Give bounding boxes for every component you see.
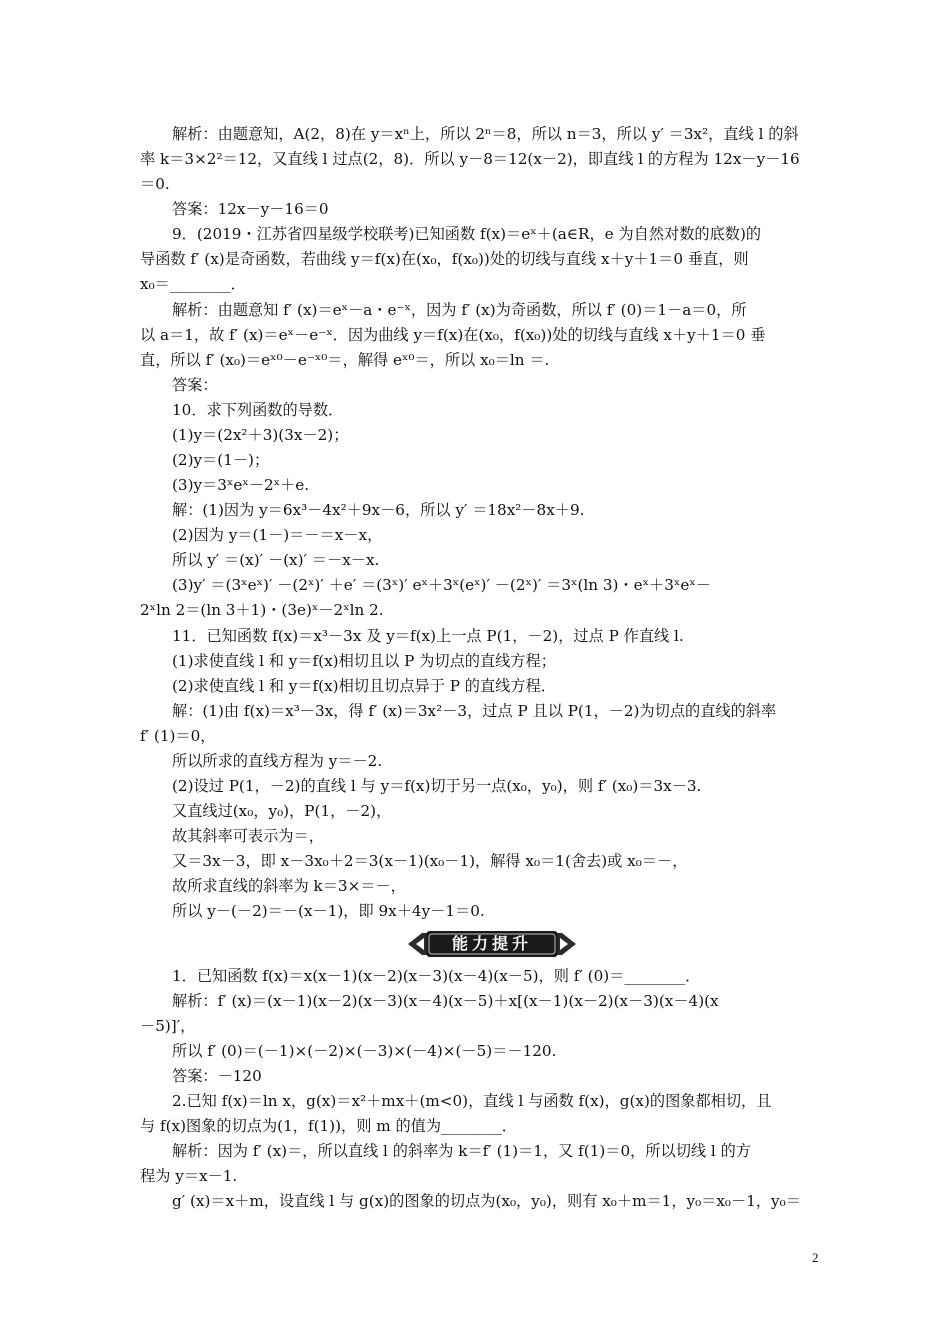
- text-line: x₀＝________．: [140, 275, 246, 293]
- text-line: (2)设过 P(1，－2)的直线 l 与 y＝f(x)切于另一点(x₀，y₀)，则 f′ (x₀)＝3x－3.: [172, 777, 702, 795]
- text-line: (2)求使直线 l 和 y＝f(x)相切且切点异于 P 的直线方程．: [172, 677, 556, 695]
- text-line: 解：(1)由 f(x)＝x³－3x，得 f′ (x)＝3x²－3，过点 P 且以 P(1，－2)为切点的直线的斜率: [172, 702, 777, 720]
- text-line: 又直线过(x₀，y₀)，P(1，－2)，: [172, 802, 392, 820]
- text-line: 答案：12x－y－16＝0: [172, 200, 329, 218]
- text-line: 故所求直线的斜率为 k＝3×＝－，: [172, 877, 406, 895]
- text-line: 又＝3x－3，即 x－3x₀＋2＝3(x－1)(x₀－1)，解得 x₀＝1(舍去)或 x₀＝－，: [172, 852, 688, 870]
- text-line: (1)y＝(2x²＋3)(3x－2)；: [172, 426, 349, 444]
- page-number: 2: [812, 1250, 819, 1265]
- text-line: 导函数 f′ (x)是奇函数，若曲线 y＝f(x)在(x₀，f(x₀))处的切线与直线 x＋y＋1＝0 垂直，则: [140, 250, 749, 268]
- text-line: (3)y＝3ˣeˣ－2ˣ＋e.: [172, 476, 310, 494]
- text-line: 直，所以 f′ (x₀)＝eˣ⁰－e⁻ˣ⁰＝，解得 eˣ⁰＝，所以 x₀＝ln ＝.: [140, 351, 550, 369]
- text-line: 解析：由题意知，A(2，8)在 y＝xⁿ上，所以 2ⁿ＝8，所以 n＝3，所以 y′ ＝3x²，直线 l 的斜: [172, 125, 799, 143]
- text-line: (2)因为 y＝(1－)＝－＝x－x，: [172, 526, 383, 544]
- text-line: 故其斜率可表示为＝，: [172, 827, 324, 845]
- text-line: g′ (x)＝x＋m，设直线 l 与 g(x)的图象的切点为(x₀，y₀)，则有 x₀＋m＝1，y₀＝x₀－1，y₀＝: [172, 1192, 801, 1210]
- text-line: 所以所求的直线方程为 y＝－2.: [172, 752, 383, 770]
- text-line: f′ (1)＝0，: [140, 727, 216, 745]
- text-line: (2)y＝(1－)；: [172, 451, 270, 469]
- text-line: 所以 f′ (0)＝(－1)×(－2)×(－3)×(－4)×(－5)＝－120.: [172, 1042, 557, 1060]
- text-line: 1．已知函数 f(x)＝x(x－1)(x－2)(x－3)(x－4)(x－5)，则 f′ (0)＝________．: [172, 967, 701, 985]
- text-line: 解析：因为 f′ (x)＝，所以直线 l 的斜率为 k＝f′ (1)＝1，又 f(1)＝0，所以切线 l 的方: [172, 1142, 751, 1160]
- text-line: 答案：－120: [172, 1067, 262, 1085]
- banner-title: 能力提升: [451, 934, 532, 953]
- text-line: 所以 y′ ＝(x)′ －(x)′ ＝－x－x.: [172, 551, 380, 569]
- text-line: 以 a＝1，故 f′ (x)＝eˣ－e⁻ˣ．因为曲线 y＝f(x)在(x₀，f(x₀))处的切线与直线 x＋y＋1＝0 垂: [140, 326, 766, 344]
- text-line: 2.已知 f(x)＝ln x，g(x)＝x²＋mx＋(m<0)，直线 l 与函数 f(x)，g(x)的图象都相切，且: [172, 1092, 772, 1110]
- text-line: 解：(1)因为 y＝6x³－4x²＋9x－6，所以 y′ ＝18x²－8x＋9.: [172, 501, 585, 519]
- text-line: 解析：f′ (x)＝(x－1)(x－2)(x－3)(x－4)(x－5)＋x[(x－1)(x－2)(x－3)(x－4)(x: [172, 992, 719, 1010]
- text-line: 与 f(x)图象的切点为(1，f(1))，则 m 的值为________．: [140, 1117, 517, 1135]
- text-line: ＝0.: [140, 175, 170, 193]
- text-line: 9．(2019・江苏省四星级学校联考)已知函数 f(x)＝eˣ＋(a∈R，e 为自然对数的底数)的: [172, 225, 762, 243]
- text-line: －5)]′，: [140, 1017, 196, 1035]
- text-line: 程为 y＝x－1.: [140, 1167, 238, 1185]
- text-line: 解析：由题意知 f′ (x)＝eˣ－a・e⁻ˣ，因为 f′ (x)为奇函数，所以 f′ (0)＝1－a＝0，所: [172, 301, 747, 319]
- text-line: (3)y′ ＝(3ˣeˣ)′ －(2ˣ)′ ＋e′ ＝(3ˣ)′ eˣ＋3ˣ(eˣ)′ －(2ˣ)′ ＝3ˣ(ln 3)・eˣ＋3ˣeˣ－: [172, 576, 711, 594]
- text-line: 答案：: [172, 376, 218, 394]
- text-line: 所以 y－(－2)＝－(x－1)，即 9x＋4y－1＝0.: [172, 902, 485, 920]
- text-line: (1)求使直线 l 和 y＝f(x)相切且以 P 为切点的直线方程；: [172, 652, 556, 670]
- text-line: 率 k＝3×2²＝12，又直线 l 过点(2，8)．所以 y－8＝12(x－2)，即直线 l 的方程为 12x－y－16: [140, 150, 800, 168]
- text-line: 11．已知函数 f(x)＝x³－3x 及 y＝f(x)上一点 P(1，－2)，过点 P 作直线 l.: [172, 627, 684, 645]
- text-line: 2ˣln 2＝(ln 3＋1)・(3e)ˣ－2ˣln 2.: [140, 601, 384, 619]
- text-line: 10．求下列函数的导数．: [172, 401, 344, 419]
- section-banner: [408, 929, 576, 959]
